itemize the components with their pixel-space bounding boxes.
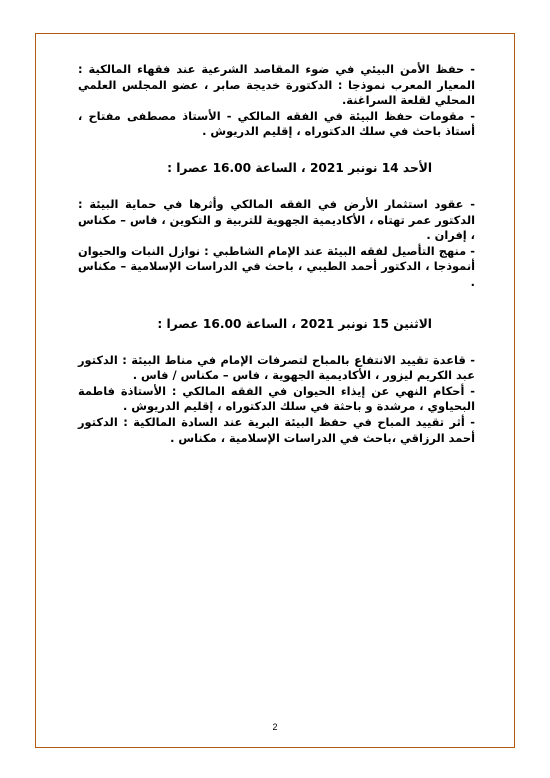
session-date-heading: الأحد 14 نونبر 2021 ، الساعة 16.00 عصرا : [167,160,432,175]
page-number: 2 [272,722,278,732]
document-body [78,62,475,446]
paragraph: - حفظ الأمن البيئي في ضوء المقاصد الشرعية عند فقهاء المالكية : المعيار المعرب نموذجا : الدكتورة خديجة صابر ، عضو المجلس العلمي المحلي لقلعة السراغنة. [78,62,475,108]
session-date-heading: الاثنين 15 نونبر 2021 ، الساعة 16.00 عصرا : [157,316,432,331]
paragraph: - أثر تقييد المباح في حفظ البيئة البرية عند السادة المالكية : الدكتور أحمد الرزاقي ،باحث في الدراسات الإسلامية ، مكناس . [78,414,475,445]
paragraph: - مقومات حفظ البيئة في الفقه المالكي - الأستاذ مصطفى مفتاح ، أستاذ باحث في سلك الدكتوراه ، إقليم الدريوش . [78,108,475,139]
paragraph: - أحكام النهي عن إيذاء الحيوان في الفقه المالكي : الأستاذة فاطمة البحياوي ، مرشدة و باحثة في سلك الدكتوراه ، إقليم الدريوش . [78,383,475,414]
paragraph: - قاعدة تقييد الانتفاع بالمباح لتصرفات الإمام في مناط البيئة : الدكتور عبد الكريم ليزور ، الأكاديمية الجهوية ، فاس – مكناس / فاس . [78,352,475,383]
paragraph: - منهج التأصيل لفقه البيئة عند الإمام الشاطبي : نوازل النبات والحيوان أنموذجا ، الدكتور أحمد الطيبي ، باحث في الدراسات الإسلامية – مكناس . [78,243,475,289]
paragraph: - عقود استثمار الأرض في الفقه المالكي وأثرها في حماية البيئة : الدكتور عمر تهتاه ، الأكاديمية الجهوية للتربية و التكوين ، فاس – مكناس ، إفران . [78,196,475,243]
